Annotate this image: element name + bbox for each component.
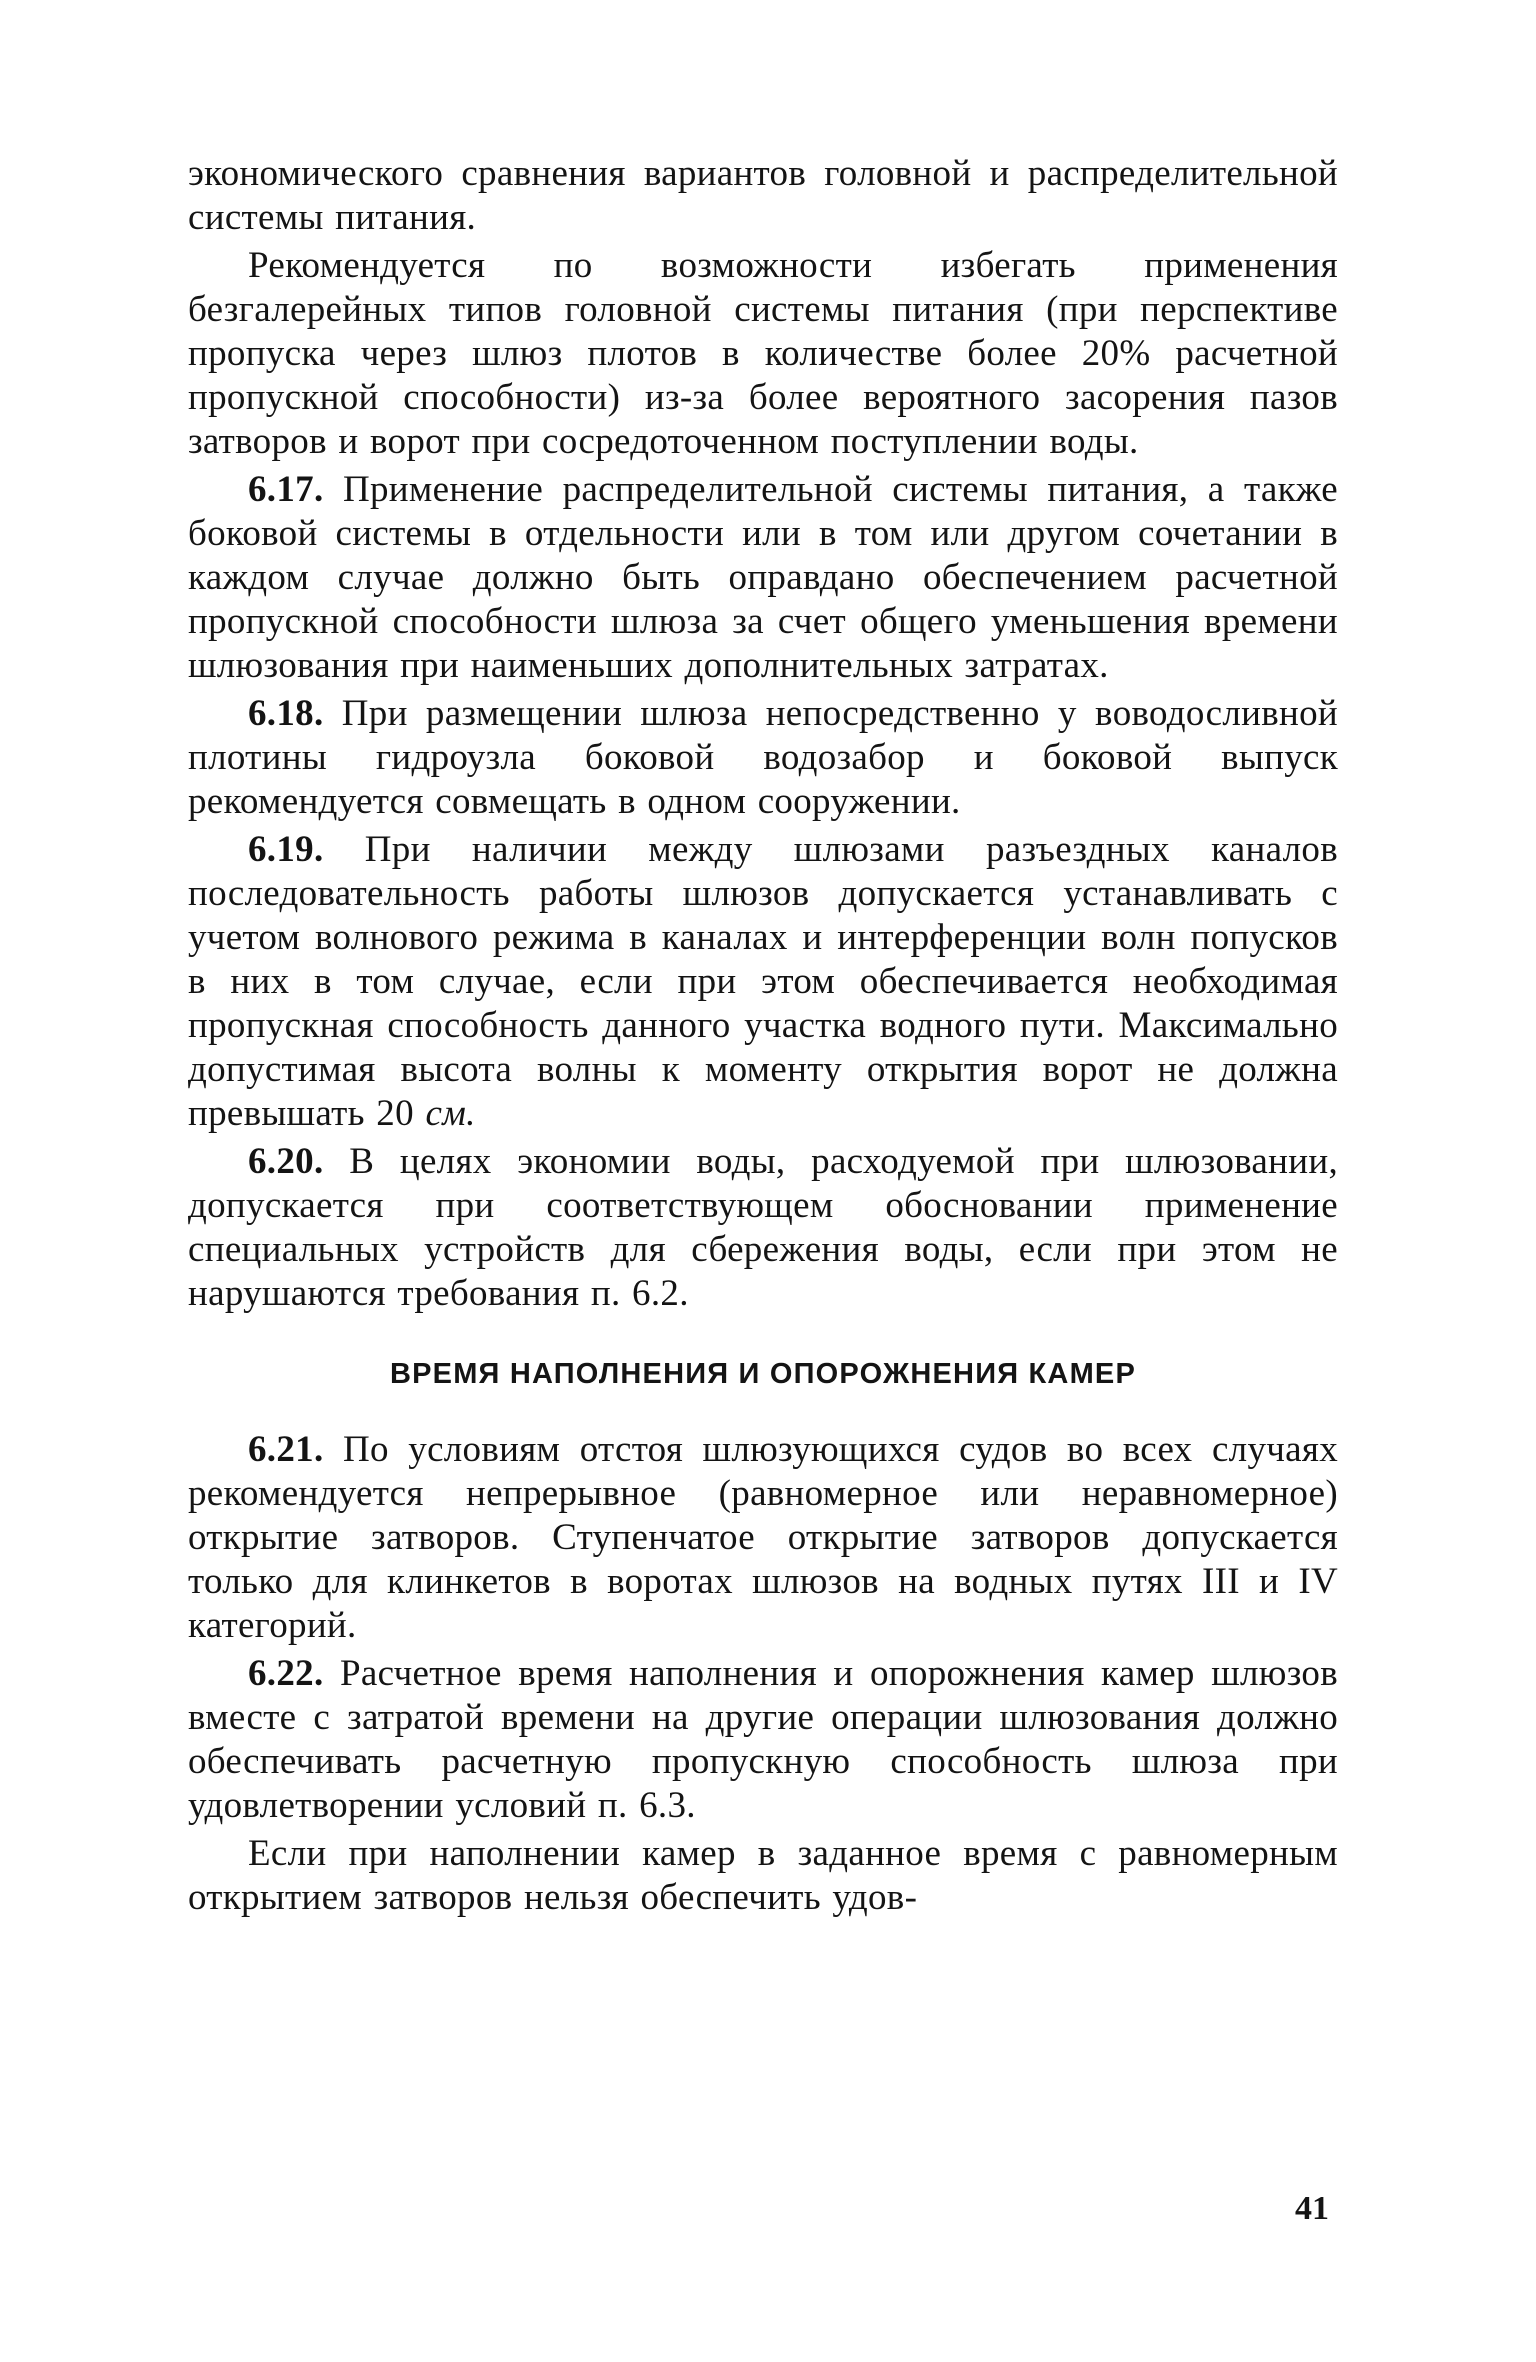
page-number: 41 [1295,2190,1329,2227]
paragraph-text: Рекомендуется по возможности избегать применения безгалерейных типов головной системы питания (при перспективе пропуска через шлюз плотов в количестве более 20% расчетной пропускной способности) из-за более вероятного засорения пазов затворов и ворот при сосредоточенном поступлении воды. [188,245,1338,462]
paragraph-number: 6.17. [248,469,324,510]
paragraph-filling-condition [188,1832,1338,1920]
paragraph-6-21 [188,1428,1338,1648]
paragraph-text: экономического сравнения вариантов головной и распределительной системы питания. [188,153,1338,238]
paragraph-6-18 [188,692,1338,824]
paragraph-text: Применение распределительной системы питания, а также боковой системы в отдельности или в том или другом сочетании в каждом случае должно быть оправдано обеспечением расчетной пропускной способности шлюза за счет общего уменьшения времени шлюзования при наименьших дополнительных затратах. [188,469,1338,686]
paragraph-text: Расчетное время наполнения и опорожнения камер шлюзов вместе с затратой времени на другие операции шлюзования должно обеспечивать расчетную пропускную способность шлюза при удовлетворении условий п. 6.3. [188,1653,1338,1826]
paragraph-text: При размещении шлюза непосредственно у вoводосливной плотины гидроузла боковой водозабор и боковой выпуск рекомендуется совмещать в одном сооружении. [188,693,1338,822]
paragraph-text: Если при наполнении камер в заданное время с равномерным открытием затворов нельзя обеспечить удов- [188,1833,1338,1918]
paragraph-6-20 [188,1140,1338,1316]
paragraph-6-17 [188,468,1338,688]
paragraph-6-22 [188,1652,1338,1828]
paragraph-number: 6.22. [248,1653,324,1694]
paragraph-6-19 [188,828,1338,1136]
paragraph-number: 6.20. [248,1141,324,1182]
page-body [188,152,1338,1920]
paragraph-number: 6.21. [248,1429,324,1470]
paragraph-number: 6.19. [248,829,324,870]
paragraph-number: 6.18. [248,693,324,734]
paragraph-continuation [188,152,1338,240]
paragraph-text: По условиям отстоя шлюзующихся судов во всех случаях рекомендуется непрерывное (равномерное или неравномерное) открытие затворов. Ступенчатое открытие затворов допускается только для клинкетов в воротах шлюзов на водных путях III и IV категорий. [188,1429,1338,1646]
section-heading: ВРЕМЯ НАПОЛНЕНИЯ И ОПОРОЖНЕНИЯ КАМЕР [389,1358,1137,1390]
paragraph-recommendation [188,244,1338,464]
paragraph-text: При наличии между шлюзами разъездных каналов последовательность работы шлюзов допускается устанавливать с учетом волнового режима в каналах и интерференции волн попусков в них в том случае, если при этом обеспечивается необходимая пропускная способность данного участка водного пути. Максимально допустимая высота волны к моменту открытия ворот не должна превышать 20 [188,829,1339,1134]
unit-text: см. [425,1093,476,1134]
paragraph-text: В целях экономии воды, расходуемой при шлюзовании, допускается при соответствующем обосновании применение специальных устройств для сбережения воды, если при этом не нарушаются требования п. 6.2. [188,1141,1338,1314]
